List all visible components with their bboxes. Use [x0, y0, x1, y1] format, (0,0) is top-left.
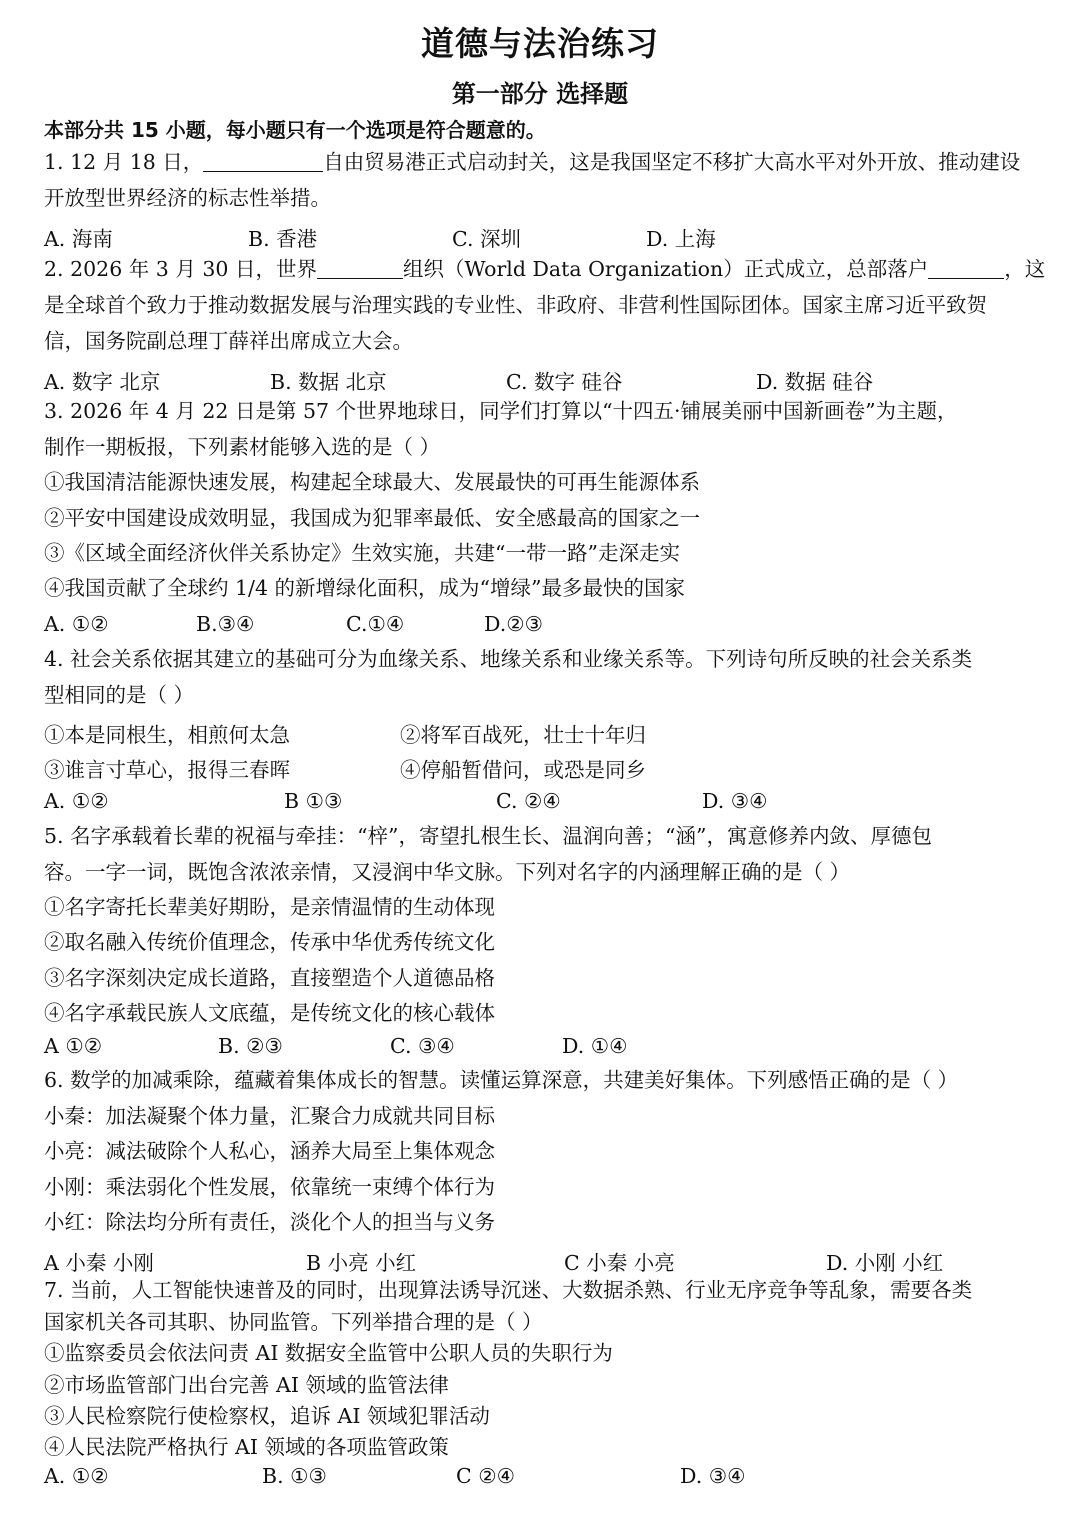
q4-item-2: ②将军百战死，壮士十年归	[400, 723, 646, 747]
q5-stem-line1: 5. 名字承载着长辈的祝福与牵挂：“梓”，寄望扎根生长、温润向善；“涵”，寓意修养内敛、厚德包	[44, 824, 932, 848]
q6-option-a: A 小秦 小刚	[44, 1251, 154, 1275]
part-title: 第一部分 选择题	[451, 80, 629, 108]
q5-stem-line2: 容。一字一词，既饱含浓浓亲情，又浸润中华文脉。下列对名字的内涵理解正确的是（ ）	[44, 860, 851, 884]
page-title: 道德与法治练习	[421, 24, 659, 63]
q2-option-d: D. 数据 硅谷	[756, 370, 874, 394]
q3-option-c: C.①④	[346, 612, 405, 636]
q7-item-2: ②市场监管部门出台完善 AI 领域的监管法律	[44, 1373, 449, 1397]
q3-option-a: A. ①②	[44, 612, 109, 636]
q7-option-b: B. ①③	[262, 1464, 327, 1488]
answer-blank	[317, 258, 403, 280]
q7-item-3: ③人民检察院行使检察权，追诉 AI 领域犯罪活动	[44, 1404, 490, 1428]
q6-option-b: B 小亮 小红	[306, 1251, 417, 1275]
q3-stem-line2: 制作一期板报，下列素材能够入选的是（ ）	[44, 435, 441, 459]
q7-stem-line1: 7. 当前，人工智能快速普及的同时，出现算法诱导沉迷、大数据杀熟、行业无序竞争等乱象，需要各类	[44, 1278, 973, 1302]
q6-stem-line1: 6. 数学的加减乘除，蕴藏着集体成长的智慧。读懂运算深意，共建美好集体。下列感悟正确的是（ ）	[44, 1068, 959, 1092]
q2-stem-c: ，这	[1004, 257, 1046, 281]
q5-item-4: ④名字承载民族人文底蕴，是传统文化的核心载体	[44, 1001, 495, 1025]
q7-option-d: D. ③④	[680, 1464, 746, 1488]
q2-stem-a: 2. 2026 年 3 月 30 日，世界	[44, 257, 317, 281]
q5-option-c: C. ③④	[390, 1034, 455, 1058]
q4-stem-line1: 4. 社会关系依据其建立的基础可分为血缘关系、地缘关系和业缘关系等。下列诗句所反映的社会关系类	[44, 647, 973, 671]
answer-blank	[203, 151, 323, 173]
q1-stem-line2: 开放型世界经济的标志性举措。	[44, 186, 331, 210]
q7-option-c: C ②④	[456, 1464, 515, 1488]
q2-option-a: A. 数字 北京	[44, 370, 161, 394]
q4-option-d: D. ③④	[702, 789, 768, 813]
q1-stem-line1	[44, 150, 1044, 175]
q5-option-b: B. ②③	[218, 1034, 283, 1058]
q2-option-c: C. 数字 硅谷	[506, 370, 623, 394]
q5-item-3: ③名字深刻决定成长道路，直接塑造个人道德品格	[44, 966, 495, 990]
q7-option-a: A. ①②	[44, 1464, 109, 1488]
q2-stem-line3: 信，国务院副总理丁薛祥出席成立大会。	[44, 329, 413, 353]
answer-blank	[928, 258, 1004, 280]
q3-option-d: D.②③	[484, 612, 543, 636]
q6-option-c: C 小秦 小亮	[564, 1251, 675, 1275]
q5-option-d: D. ①④	[562, 1034, 628, 1058]
q3-item-2: ②平安中国建设成效明显，我国成为犯罪率最低、安全感最高的国家之一	[44, 506, 700, 530]
q7-item-4: ④人民法院严格执行 AI 领域的各项监管政策	[44, 1435, 449, 1459]
q4-option-b: B ①③	[284, 789, 343, 813]
q1-option-c: C. 深圳	[452, 227, 521, 251]
q7-stem-line2: 国家机关各司其职、协同监管。下列举措合理的是（ ）	[44, 1310, 543, 1334]
q4-option-c: C. ②④	[496, 789, 561, 813]
q1-option-b: B. 香港	[248, 227, 318, 251]
q1-stem-pre: 1. 12 月 18 日，	[44, 150, 204, 174]
q4-stem-line2: 型相同的是（ ）	[44, 683, 195, 707]
q3-option-b: B.③④	[196, 612, 255, 636]
q3-item-1: ①我国清洁能源快速发展，构建起全球最大、发展最快的可再生能源体系	[44, 470, 700, 494]
q4-option-a: A. ①②	[44, 789, 109, 813]
q5-item-2: ②取名融入传统价值理念，传承中华优秀传统文化	[44, 930, 495, 954]
q5-option-a: A ①②	[44, 1034, 103, 1058]
q2-stem-line1	[44, 257, 1044, 282]
q3-item-3: ③《区域全面经济伙伴关系协定》生效实施，共建“一带一路”走深走实	[44, 541, 680, 565]
q7-item-1: ①监察委员会依法问责 AI 数据安全监管中公职人员的失职行为	[44, 1341, 613, 1365]
q6-item-1: 小秦：加法凝聚个体力量，汇聚合力成就共同目标	[44, 1104, 495, 1128]
q2-option-b: B. 数据 北京	[270, 370, 387, 394]
q6-item-3: 小刚：乘法弱化个性发展，依靠统一束缚个体行为	[44, 1175, 495, 1199]
q2-stem-b: 组织（World Data Organization）正式成立，总部落户	[402, 257, 929, 281]
q4-item-4: ④停船暂借问，或恐是同乡	[400, 758, 646, 782]
q3-stem-line1: 3. 2026 年 4 月 22 日是第 57 个世界地球日，同学们打算以“十四五·铺展美丽中国新画卷”为主题，	[44, 399, 958, 423]
q6-item-4: 小红：除法均分所有责任，淡化个人的担当与义务	[44, 1210, 495, 1234]
q6-option-d: D. 小刚 小红	[826, 1251, 944, 1275]
q5-item-1: ①名字寄托长辈美好期盼，是亲情温情的生动体现	[44, 895, 495, 919]
q4-item-3: ③谁言寸草心，报得三春晖	[44, 758, 290, 782]
q6-item-2: 小亮：减法破除个人私心，涵养大局至上集体观念	[44, 1139, 495, 1163]
instructions: 本部分共 15 小题，每小题只有一个选项是符合题意的。	[44, 118, 546, 142]
q3-item-4: ④我国贡献了全球约 1/4 的新增绿化面积，成为“增绿”最多最快的国家	[44, 576, 685, 600]
q4-item-1: ①本是同根生，相煎何太急	[44, 723, 290, 747]
q2-stem-line2: 是全球首个致力于推动数据发展与治理实践的专业性、非政府、非营利性国际团体。国家主席习近平致贺	[44, 293, 987, 317]
q1-option-a: A. 海南	[44, 227, 113, 251]
q1-stem-post: 自由贸易港正式启动封关，这是我国坚定不移扩大高水平对外开放、推动建设	[323, 150, 1021, 174]
q1-option-d: D. 上海	[646, 227, 716, 251]
